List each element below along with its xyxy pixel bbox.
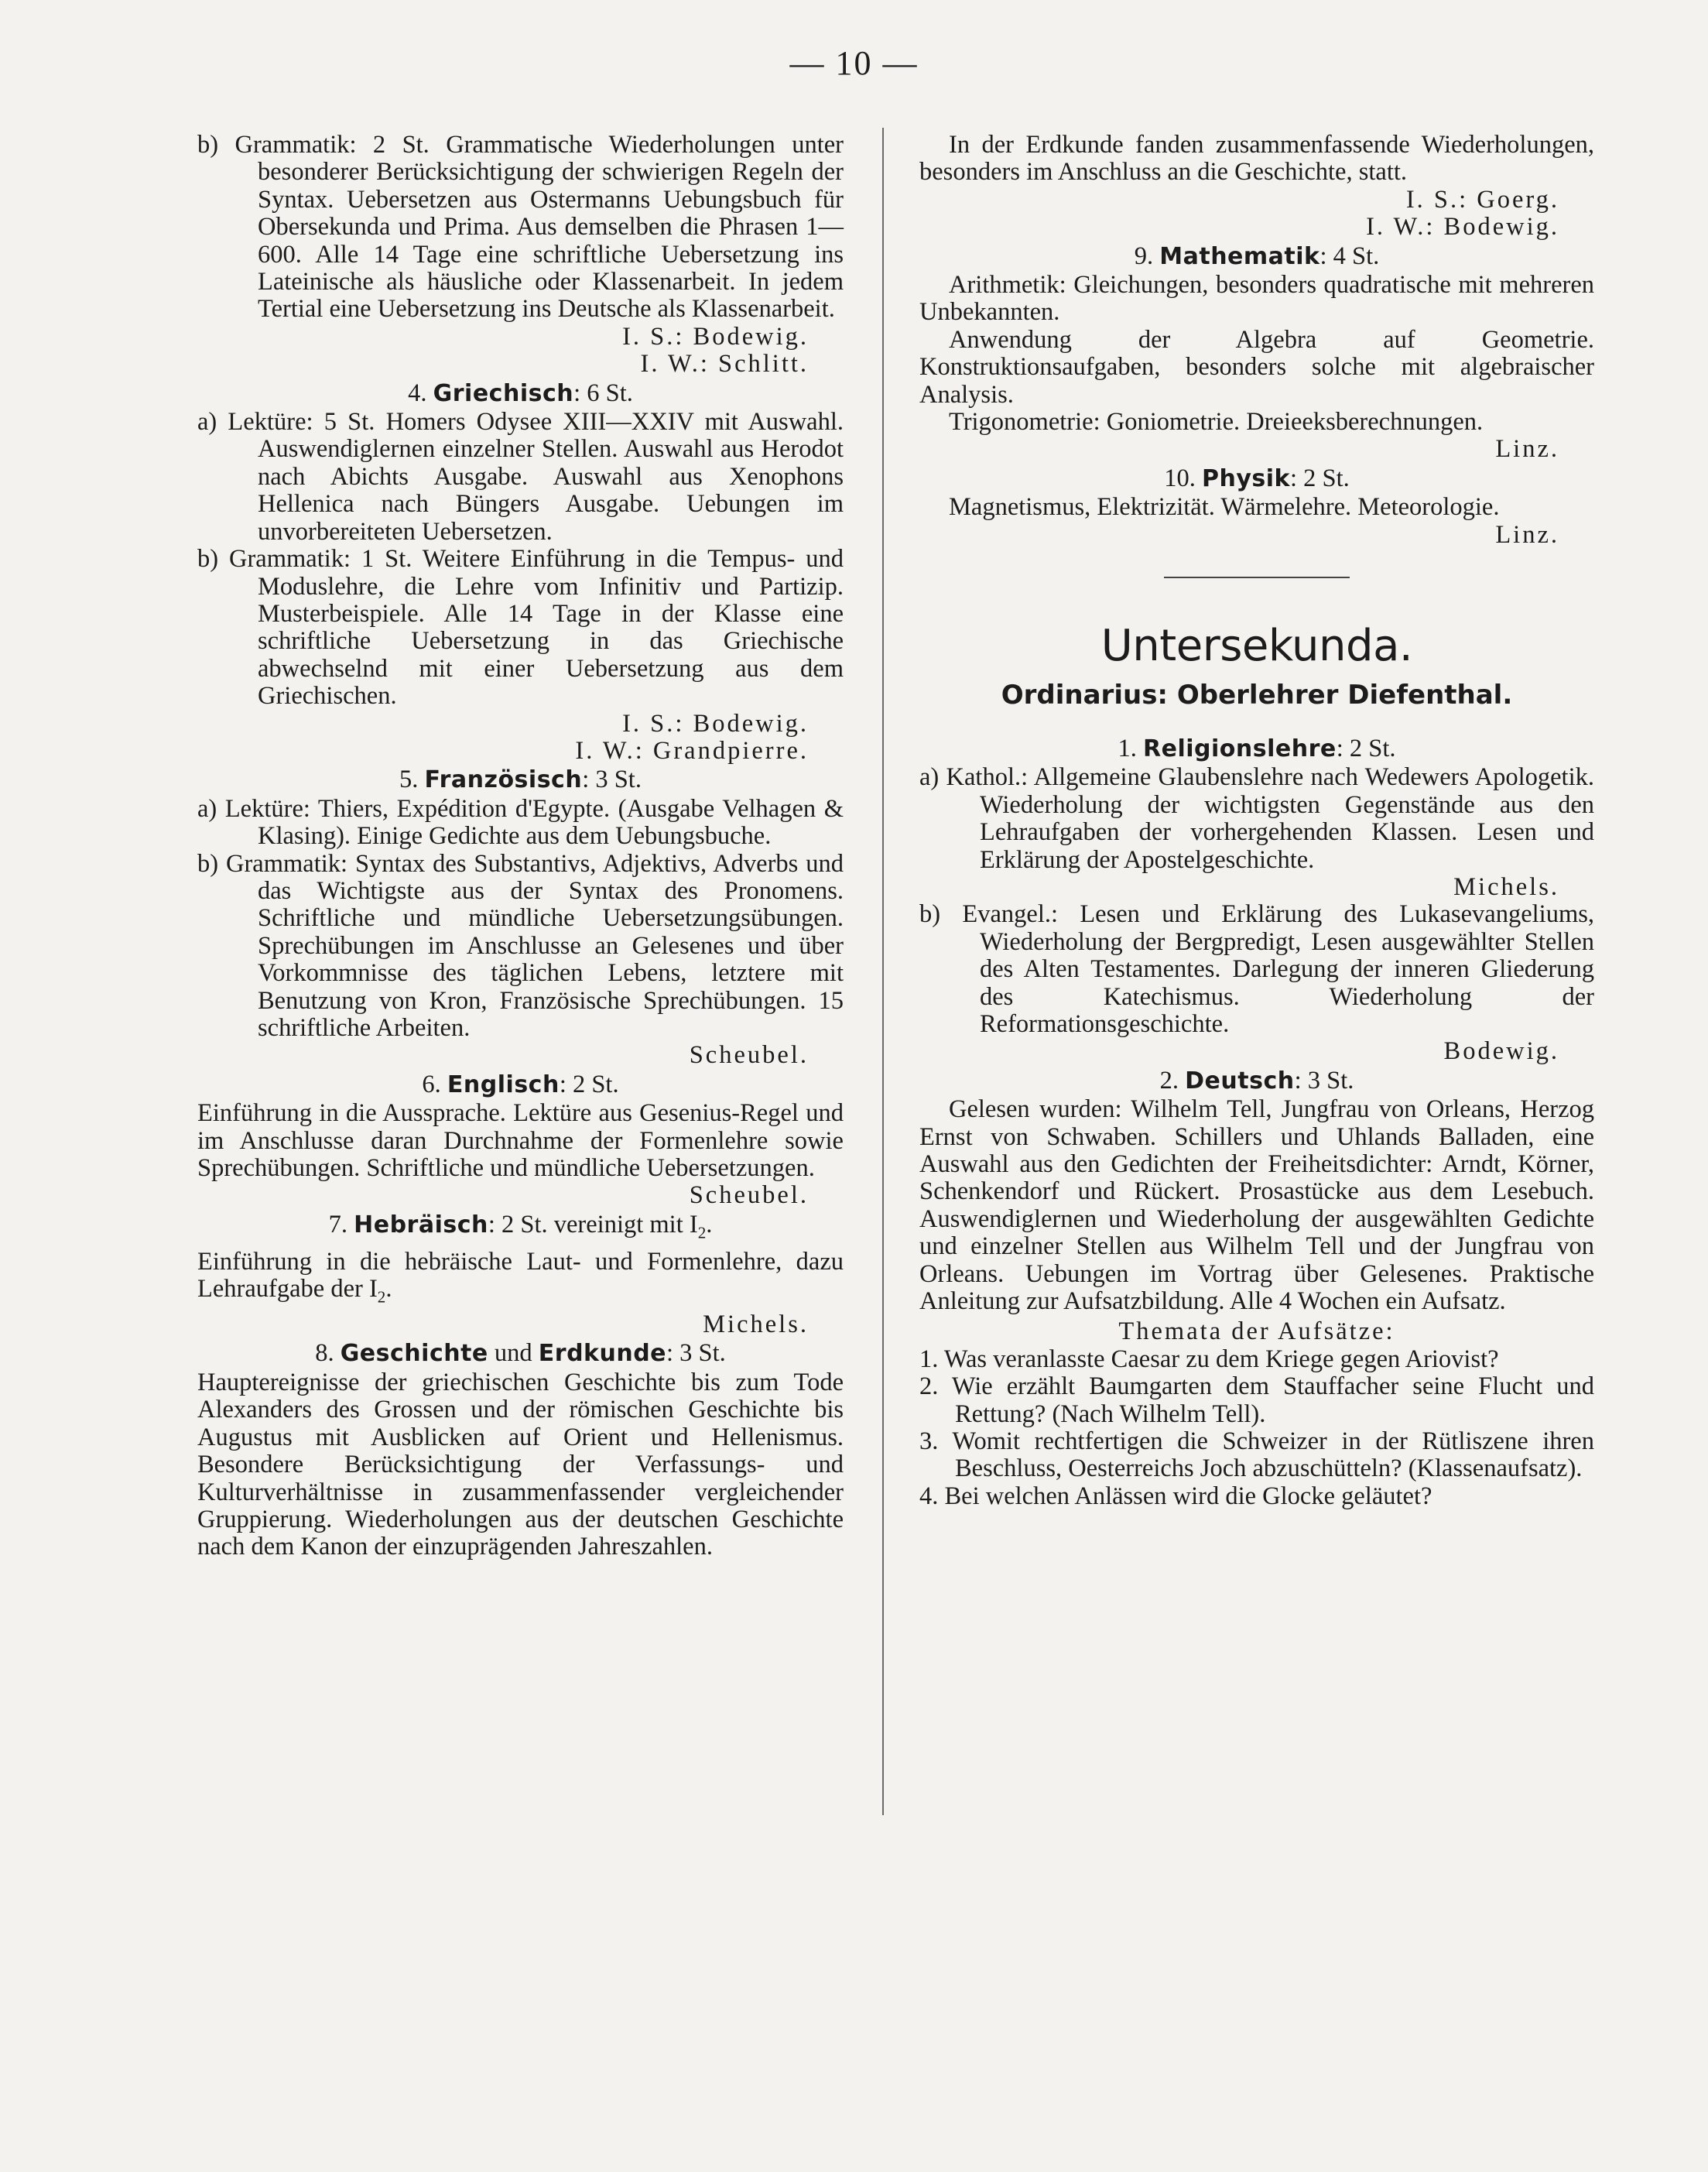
german-number: 2. xyxy=(1159,1066,1179,1095)
english-hours: : 2 St. xyxy=(559,1070,619,1098)
geography-signature-winter: I. W.: Bodewig. xyxy=(1366,213,1559,242)
hebrew-paragraph xyxy=(197,1249,844,1311)
physics-subject: Physik xyxy=(1201,464,1290,492)
page-number: — 10 — xyxy=(789,44,919,82)
hebrew-text-end: . xyxy=(385,1275,392,1304)
left-column xyxy=(197,132,844,1561)
german-heading xyxy=(919,1067,1594,1095)
math-signature: Linz. xyxy=(1495,435,1559,464)
english-paragraph: Einführung in die Aussprache. Lektüre aus Gesenius-Regel und im Anschlusse daran Durchnahme der Formenlehre sowie Sprechübungen. Schriftliche und mündliche Uebersetzungen. xyxy=(197,1099,844,1183)
section-title: Untersekunda. xyxy=(1100,621,1413,672)
religion-protestant-signature: Bodewig. xyxy=(1443,1037,1559,1066)
german-paragraph: Gelesen wurden: Wilhelm Tell, Jungfrau von Orleans, Herzog Ernst von Schwaben. Schillers und Uhlands Balladen, eine Auswahl aus den Gedichten der Freiheitsdichter: Arndt, Körner, Schenkendorf und Rückert. Prosastücke aus dem Lesebuch. Auswendiglernen und Wiederholung der ausgewählten Gedichte und einzelner Stellen aus Wilhelm Tell und der Jungfrau von Orleans. Uebungen im Vortrag über Gelesenes. Praktische Anleitung zur Aufsatzbildung. Alle 4 Wochen ein Aufsatz. xyxy=(919,1095,1594,1316)
french-reading-paragraph: a) Lektüre: Thiers, Expédition d'Egypte. (Ausgabe Velhagen & Klasing). Einige Gedichte aus dem Uebungsbuche. xyxy=(197,794,844,851)
physics-paragraph: Magnetismus, Elektrizität. Wärmelehre. Meteorologie. xyxy=(949,493,1500,522)
history-and: und xyxy=(488,1339,539,1368)
right-column xyxy=(919,132,1594,1510)
geography-subject: Erdkunde xyxy=(538,1340,667,1368)
history-number: 8. xyxy=(315,1339,334,1368)
hebrew-text-subscript: 2 xyxy=(377,1287,386,1307)
greek-subject: Griechisch xyxy=(433,379,574,407)
math-subject: Mathematik xyxy=(1159,242,1320,270)
english-signature: Scheubel. xyxy=(689,1181,809,1210)
math-algebra-paragraph: Anwendung der Algebra auf Geometrie. Konstruktionsaufgaben, besonders solche mit algebraischer Analysis. xyxy=(919,325,1594,409)
hebrew-signature: Michels. xyxy=(703,1310,809,1339)
religion-heading xyxy=(919,735,1594,762)
column-divider xyxy=(882,128,884,1815)
greek-signature-summer: I. S.: Bodewig. xyxy=(622,709,809,738)
greek-signature-winter: I. W.: Grandpierre. xyxy=(575,736,809,765)
french-hours: : 3 St. xyxy=(582,766,642,794)
history-subject: Geschichte xyxy=(340,1340,488,1368)
math-arithmetic-paragraph: Arithmetik: Gleichungen, besonders quadratische mit mehreren Unbekannten. xyxy=(919,271,1594,327)
latin-grammar-text: 2 St. Grammatische Wiederholungen unter besonderer Berücksichtigung der schwierigen Regeln der Syntax. Uebersetzen aus Ostermanns Uebungsbuch für Obersekunda und Prima. Aus demselben die Phrasen 1—600. Alle 14 Tage eine schriftliche Uebersetzung ins Lateinische als häusliche oder Klassenarbeit. In jedem Tertial eine Uebersetzung ins Deutsche als Klassenarbeit. xyxy=(258,131,844,324)
french-heading xyxy=(197,766,844,793)
religion-catholic-signature: Michels. xyxy=(1453,872,1559,901)
math-number: 9. xyxy=(1134,242,1154,270)
hebrew-number: 7. xyxy=(328,1210,347,1238)
religion-subject: Religionslehre xyxy=(1143,735,1337,762)
hebrew-text: Einführung in die hebräische Laut- und Formenlehre, dazu Lehraufgabe der I xyxy=(197,1247,844,1304)
math-hours: : 4 St. xyxy=(1320,242,1380,270)
hebrew-hours: : 2 St. vereinigt mit I xyxy=(488,1210,698,1238)
religion-protestant-paragraph: b) Evangel.: Lesen und Erklärung des Lukasevangeliums, Wiederholung der Bergpredigt, Lesen ausgewählter Stellen des Alten Testamentes. Darlegung der inneren Gliederung des Katechismus. Wiederholung der Reformationsgeschichte. xyxy=(919,900,1594,1038)
greek-number: 4. xyxy=(408,379,427,407)
english-subject: Englisch xyxy=(447,1071,560,1098)
physics-heading xyxy=(919,465,1594,492)
english-number: 6. xyxy=(422,1070,441,1098)
math-trig-paragraph: Trigonometrie: Goniometrie. Dreieeksberechnungen. xyxy=(949,408,1484,437)
german-hours: : 3 St. xyxy=(1294,1066,1354,1095)
section-divider xyxy=(1164,577,1350,578)
religion-number: 1. xyxy=(1118,734,1137,762)
latin-signature-summer: I. S.: Bodewig. xyxy=(622,322,809,351)
math-heading xyxy=(919,243,1594,270)
latin-signature-winter: I. W.: Schlitt. xyxy=(640,350,809,379)
physics-signature: Linz. xyxy=(1495,520,1559,549)
greek-hours: : 6 St. xyxy=(573,379,633,407)
french-subject: Französisch xyxy=(424,766,583,794)
english-heading xyxy=(197,1071,844,1098)
latin-grammar-label: b) Grammatik: xyxy=(197,131,357,159)
theme-item: 4. Bei welchen Anlässen wird die Glocke geläutet? xyxy=(919,1482,1432,1510)
french-number: 5. xyxy=(399,766,419,794)
greek-reading-paragraph: a) Lektüre: 5 St. Homers Odysee XIII—XXIV mit Auswahl. Auswendiglernen einzelner Stellen. Auswahl aus Herodot nach Abichts Ausgabe. Auswahl aus Xenophons Hellenica nach Büngers Ausgabe. Uebungen im unvorbereiteten Uebersetzen. xyxy=(197,408,844,546)
theme-item: 3. Womit rechtfertigen die Schweizer in der Rütliszene ihren Beschluss, Oesterreichs Joch abzuschütteln? (Klassenaufsatz). xyxy=(919,1427,1594,1483)
theme-item: 1. Was veranlasste Caesar zu dem Kriege gegen Ariovist? xyxy=(919,1345,1499,1373)
ordinarius-line: Ordinarius: Oberlehrer Diefenthal. xyxy=(1001,679,1513,711)
latin-grammar-paragraph xyxy=(197,132,844,324)
history-hours: : 3 St. xyxy=(666,1339,726,1368)
religion-catholic-paragraph: a) Kathol.: Allgemeine Glaubenslehre nach Wedewers Apologetik. Wiederholung der wichtigsten Gegenstände aus den Lehraufgaben der vorhergehenden Klassen. Lesen und Erklärung der Apostelgeschichte. xyxy=(919,763,1594,874)
themata-heading: Themata der Aufsätze: xyxy=(1118,1317,1395,1346)
greek-grammar-paragraph: b) Grammatik: 1 St. Weitere Einführung in die Tempus- und Moduslehre, die Lehre vom Infinitiv und Partizip. Musterbeispiele. Alle 14 Tage in der Klasse eine schriftliche Uebersetzung in das Griechische abwechselnd mit einer Uebersetzung aus dem Griechischen. xyxy=(197,545,844,711)
history-heading xyxy=(197,1340,844,1367)
greek-heading xyxy=(197,380,844,407)
theme-item: 2. Wie erzählt Baumgarten dem Stauffacher seine Flucht und Rettung? (Nach Wilhelm Tell). xyxy=(919,1372,1594,1428)
french-signature: Scheubel. xyxy=(689,1041,809,1070)
hebrew-hours-end: . xyxy=(706,1210,713,1238)
geography-paragraph: In der Erdkunde fanden zusammenfassende Wiederholungen, besonders im Anschluss an die Geschichte, statt. xyxy=(919,131,1594,187)
hebrew-heading xyxy=(197,1211,844,1247)
german-subject: Deutsch xyxy=(1185,1067,1295,1095)
physics-hours: : 2 St. xyxy=(1289,464,1350,492)
physics-number: 10. xyxy=(1164,464,1196,492)
religion-hours: : 2 St. xyxy=(1336,734,1396,762)
geography-signature-summer: I. S.: Goerg. xyxy=(1405,185,1559,214)
hebrew-subject: Hebräisch xyxy=(354,1211,488,1238)
hebrew-hours-subscript: 2 xyxy=(697,1223,707,1242)
french-grammar-paragraph: b) Grammatik: Syntax des Substantivs, Adjektivs, Adverbs und das Wichtigste aus der Syntax des Pronomens. Schriftliche und mündliche Uebersetzungsübungen. Sprechübungen im Anschlusse an Gelesenes und über Vorkommnisse des täglichen Lebens, letztere mit Benutzung von Kron, Französische Sprechübungen. 15 schriftliche Arbeiten. xyxy=(197,849,844,1042)
history-paragraph: Hauptereignisse der griechischen Geschichte bis zum Tode Alexanders des Grossen und der römischen Geschichte bis Augustus mit Ausblicken auf Orient und Hellenismus. Besondere Berücksichtigung der Verfassungs- und Kulturverhältnisse in zusammenfassender vergleichender Gruppierung. Wiederholungen aus der deutschen Geschichte nach dem Kanon der einzuprägenden Jahreszahlen. xyxy=(197,1368,844,1561)
